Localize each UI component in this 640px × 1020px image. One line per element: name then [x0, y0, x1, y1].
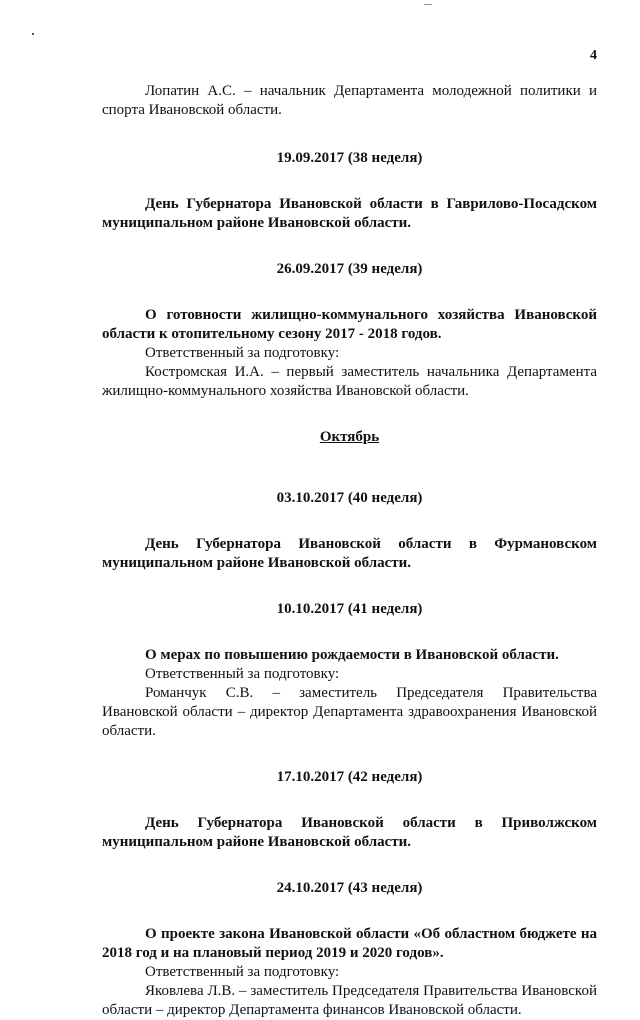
responsible-person: Лопатин А.С. – начальник Департамента молодежной политики и спорта Ивановской области. [102, 83, 597, 118]
page-number: 4 [590, 48, 597, 63]
scan-speck [32, 33, 34, 35]
agenda-item: О мерах по повышению рождаемости в Ивановской области. [145, 647, 559, 663]
agenda-item: День Губернатора Ивановской области в Приволжском муниципальном районе Ивановской области. [102, 815, 597, 850]
agenda-item: О готовности жилищно-коммунального хозяйства Ивановской области к отопительному сезону 2017 - 2018 годов. [102, 307, 597, 342]
date-heading: 10.10.2017 (41 неделя) [276, 601, 423, 617]
agenda-item: День Губернатора Ивановской области в Гаврилово-Посадском муниципальном районе Ивановской области. [102, 196, 597, 231]
responsible-person: Яковлева Л.В. – заместитель Председателя Правительства Ивановской области – директор Департамента финансов Ивановской области. [102, 983, 597, 1018]
responsible-label: Ответственный за подготовку: [145, 345, 340, 361]
date-heading: 19.09.2017 (38 неделя) [276, 150, 423, 166]
responsible-person: Романчук С.В. – заместитель Председателя Правительства Ивановской области – директор Департамента здравоохранения Ивановской области. [102, 685, 597, 739]
responsible-person: Костромская И.А. – первый заместитель начальника Департамента жилищно-коммунального хозяйства Ивановской области. [102, 364, 597, 399]
month-heading: Октябрь [319, 429, 380, 445]
date-heading: 24.10.2017 (43 неделя) [276, 880, 423, 896]
scan-speck [424, 4, 432, 5]
responsible-label: Ответственный за подготовку: [145, 964, 340, 980]
date-heading: 03.10.2017 (40 неделя) [276, 490, 423, 506]
responsible-label: Ответственный за подготовку: [145, 666, 340, 682]
agenda-item: День Губернатора Ивановской области в Фурмановском муниципальном районе Ивановской области. [102, 536, 597, 571]
date-heading: 26.09.2017 (39 неделя) [276, 261, 423, 277]
document-body [102, 82, 597, 1020]
agenda-item: О проекте закона Ивановской области «Об областном бюджете на 2018 год и на плановый период 2019 и 2020 годов». [102, 926, 597, 961]
date-heading: 17.10.2017 (42 неделя) [276, 769, 423, 785]
